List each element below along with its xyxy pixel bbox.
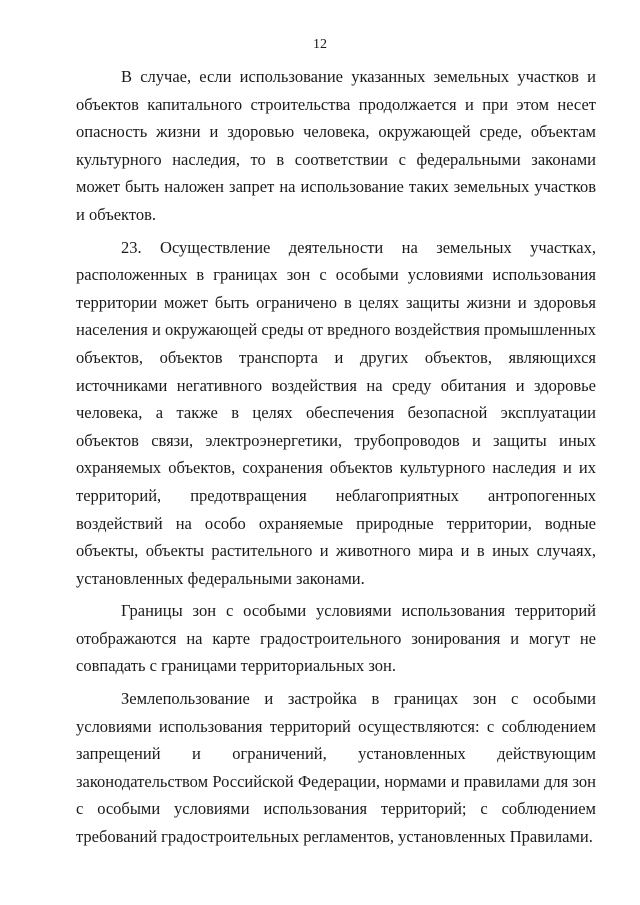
page-number: 12 bbox=[313, 37, 327, 52]
paragraph-land-use: Землепользование и застройка в границах зон с особыми условиями использования территорий осуществляются: с соблюдением запрещений и ограничений, установленных действующим законодательством Российской Федерации, нормами и правилами для зон с особыми условиями использования территорий; с соблюдением требований градостроительных регламентов, установленных Правилами. bbox=[76, 689, 596, 847]
document-body bbox=[76, 63, 596, 851]
paragraph-zone-boundaries: Границы зон с особыми условиями использования территорий отображаются на карте градостроительного зонирования и могут не совпадать с границами территориальных зон. bbox=[76, 601, 596, 676]
paragraph-prohibition: В случае, если использование указанных земельных участков и объектов капитального строительства продолжается и при этом несет опасность жизни и здоровью человека, окружающей среде, объектам культурного наследия, то в соответствии с федеральными законами может быть наложен запрет на использование таких земельных участков и объектов. bbox=[76, 67, 596, 224]
paragraph-item-23: 23. Осуществление деятельности на земельных участках, расположенных в границах зон с особыми условиями использования территории может быть ограничено в целях защиты жизни и здоровья населения и окружающей среды от вредного воздействия промышленных объектов, объектов транспорта и других объектов, являющихся источниками негативного воздействия на среду обитания и здоровье человека, а также в целях обеспечения безопасной эксплуатации объектов связи, электроэнергетики, трубопроводов и защиты иных охраняемых объектов, сохранения объектов культурного наследия и их территорий, предотвращения неблагоприятных антропогенных воздействий на особо охраняемые природные территории, водные объекты, объекты растительного и животного мира и в иных случаях, установленных федеральными законами. bbox=[76, 237, 596, 588]
